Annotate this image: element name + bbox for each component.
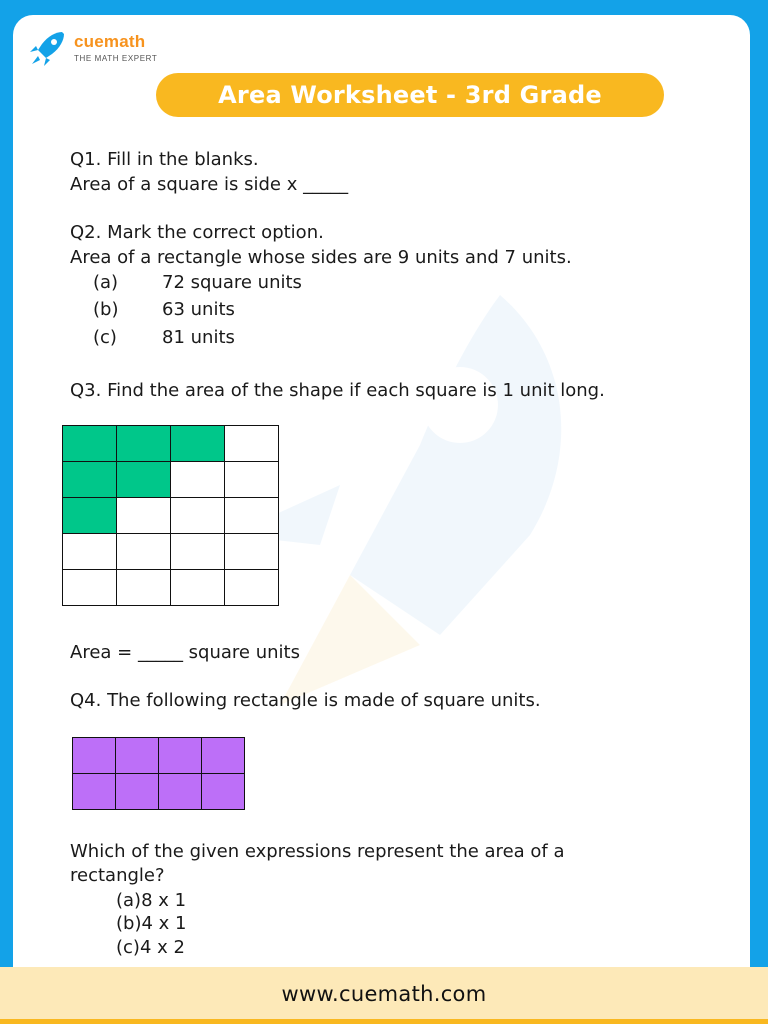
grid-cell-filled: [116, 738, 159, 774]
q4-question-line: Which of the given expressions represent the area of a: [70, 841, 565, 862]
grid-cell-filled: [171, 426, 225, 462]
worksheet-title: Area Worksheet - 3rd Grade: [156, 73, 664, 117]
grid-row: [63, 498, 279, 534]
q2-option-text: 63 units: [162, 299, 235, 320]
grid-row: [63, 534, 279, 570]
grid-row: [63, 570, 279, 606]
grid-cell-empty: [117, 534, 171, 570]
grid-cell-empty: [171, 534, 225, 570]
q2-option-text: 81 units: [162, 327, 235, 348]
grid-cell-empty: [225, 498, 279, 534]
footer-website: www.cuemath.com: [281, 982, 487, 1006]
q2-option-letter: (b): [93, 299, 119, 320]
q4-option: (b)4 x 1: [116, 913, 187, 934]
grid-cell-empty: [63, 570, 117, 606]
q2-option-letter: (a): [93, 272, 119, 293]
grid-cell-filled: [63, 498, 117, 534]
grid-cell-filled: [202, 738, 245, 774]
grid-cell-empty: [225, 462, 279, 498]
grid-cell-filled: [117, 426, 171, 462]
grid-cell-empty: [225, 426, 279, 462]
q4-prompt: Q4. The following rectangle is made of square units.: [70, 690, 541, 711]
q4-option: (c)4 x 2: [116, 937, 185, 958]
q2-statement: Area of a rectangle whose sides are 9 units and 7 units.: [70, 247, 572, 268]
q1-statement: Area of a square is side x _____: [70, 174, 349, 195]
q4-question-line: rectangle?: [70, 865, 165, 886]
grid-cell-filled: [159, 738, 202, 774]
grid-cell-empty: [171, 462, 225, 498]
q2-prompt: Q2. Mark the correct option.: [70, 222, 324, 243]
grid-cell-filled: [117, 462, 171, 498]
q2-option-letter: (c): [93, 327, 117, 348]
grid-cell-empty: [225, 534, 279, 570]
grid-cell-filled: [73, 738, 116, 774]
grid-cell-filled: [159, 774, 202, 810]
q1-prompt: Q1. Fill in the blanks.: [70, 149, 259, 170]
grid-cell-filled: [73, 774, 116, 810]
q3-prompt: Q3. Find the area of the shape if each square is 1 unit long.: [70, 380, 605, 401]
cuemath-logo: [22, 28, 172, 70]
grid-cell-empty: [225, 570, 279, 606]
grid-cell-filled: [63, 426, 117, 462]
grid-row: [73, 738, 245, 774]
q3-shape-grid: [62, 425, 279, 606]
grid-cell-empty: [117, 498, 171, 534]
q2-option-text: 72 square units: [162, 272, 302, 293]
rocket-logo-icon: [26, 28, 68, 70]
brand-name: cuemath: [74, 32, 146, 51]
q4-rectangle-grid: [72, 737, 245, 810]
grid-cell-empty: [63, 534, 117, 570]
grid-cell-filled: [116, 774, 159, 810]
grid-cell-filled: [63, 462, 117, 498]
q4-option: (a)8 x 1: [116, 890, 187, 911]
grid-cell-empty: [171, 498, 225, 534]
grid-row: [63, 426, 279, 462]
grid-row: [63, 462, 279, 498]
grid-cell-filled: [202, 774, 245, 810]
q3-answer-line: Area = _____ square units: [70, 642, 300, 663]
grid-cell-empty: [117, 570, 171, 606]
grid-row: [73, 774, 245, 810]
brand-tagline: THE MATH EXPERT: [74, 54, 158, 63]
grid-cell-empty: [171, 570, 225, 606]
